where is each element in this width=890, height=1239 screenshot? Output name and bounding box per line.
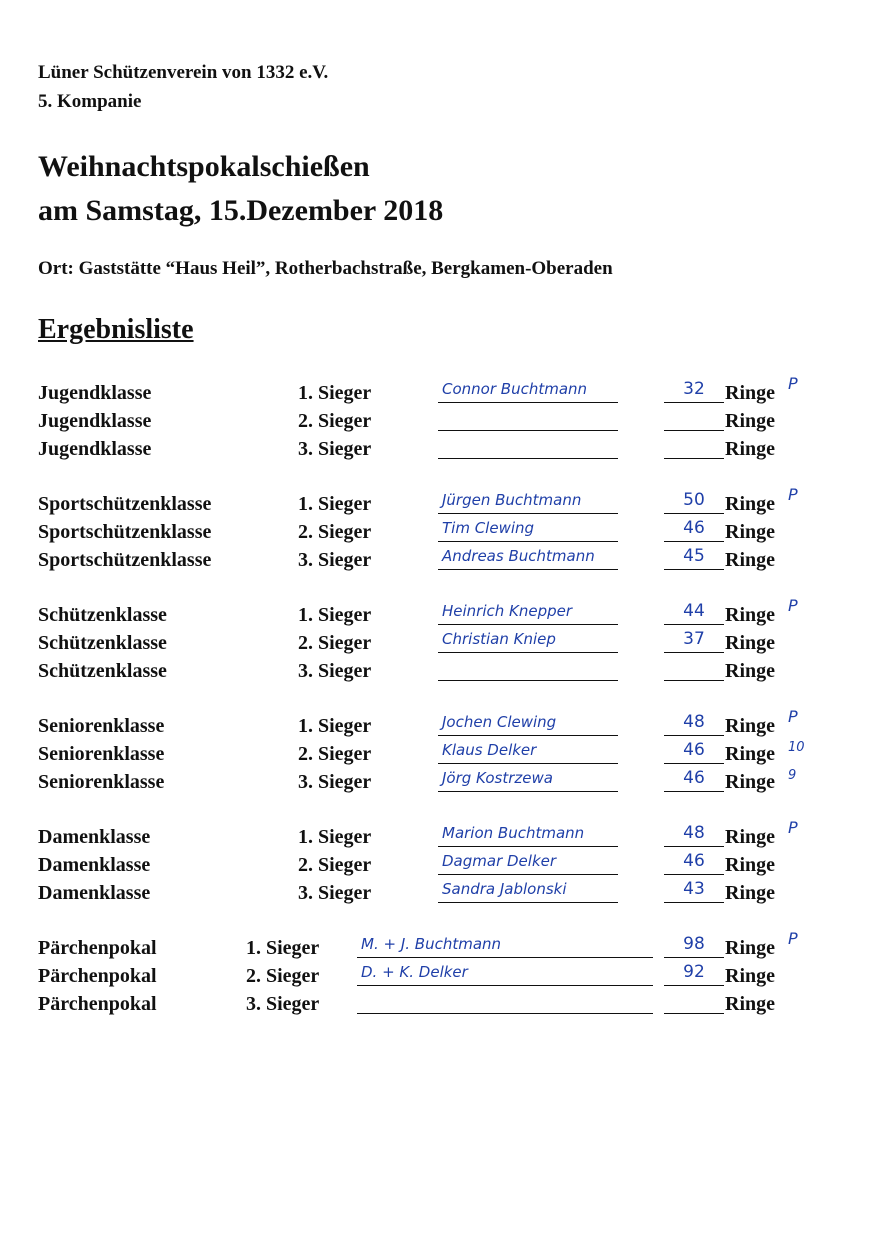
place-label: 2. Sieger [298, 410, 372, 432]
place-label: 1. Sieger [298, 604, 372, 626]
place-label: 1. Sieger [298, 715, 372, 737]
score-line [664, 458, 724, 459]
winner-name: Marion Buchtmann [442, 824, 585, 842]
table-row [0, 410, 890, 436]
table-row [0, 707, 890, 741]
unit-label: Ringe [725, 438, 775, 460]
score-line [664, 957, 724, 958]
class-label: Sportschützenklasse [38, 521, 212, 543]
score-line [664, 763, 724, 764]
table-row [0, 374, 890, 408]
score-value: 98 [683, 934, 705, 954]
name-line [438, 846, 618, 847]
score-line [664, 624, 724, 625]
unit-label: Ringe [725, 743, 775, 765]
winner-name: Klaus Delker [442, 741, 537, 759]
unit-label: Ringe [725, 493, 775, 515]
winner-name: Jörg Kostrzewa [442, 769, 553, 787]
winner-name: Connor Buchtmann [442, 380, 588, 398]
handwritten-mark: 9 [788, 768, 797, 783]
score-line [664, 846, 724, 847]
class-label: Jugendklasse [38, 410, 152, 432]
class-label: Sportschützenklasse [38, 549, 212, 571]
table-row [0, 596, 890, 630]
winner-name: D. + K. Delker [361, 963, 468, 981]
unit-label: Ringe [725, 660, 775, 682]
class-label: Sportschützenklasse [38, 493, 212, 515]
name-line [438, 402, 618, 403]
place-label: 3. Sieger [298, 882, 372, 904]
company-name: 5. Kompanie [38, 91, 142, 112]
table-row [0, 768, 890, 797]
class-label: Damenklasse [38, 826, 151, 848]
score-value: 50 [683, 490, 705, 510]
winner-name: Tim Clewing [442, 519, 535, 537]
place-label: 3. Sieger [246, 993, 320, 1015]
handwritten-mark: 10 [788, 740, 805, 755]
score-line [664, 652, 724, 653]
name-line [438, 763, 618, 764]
score-value: 37 [683, 629, 705, 649]
club-name: Lüner Schützenverein von 1332 e.V. [38, 62, 329, 83]
unit-label: Ringe [725, 604, 775, 626]
name-line [438, 902, 618, 903]
name-line [438, 735, 618, 736]
place-label: 1. Sieger [298, 826, 372, 848]
table-row [0, 818, 890, 852]
name-line [438, 458, 618, 459]
event-location: Ort: Gaststätte “Haus Heil”, Rotherbachstraße, Bergkamen-Oberaden [38, 258, 613, 279]
score-value: 46 [683, 740, 705, 760]
score-value: 92 [683, 962, 705, 982]
table-row [0, 993, 890, 1019]
name-line [438, 541, 618, 542]
score-value: 46 [683, 768, 705, 788]
handwritten-mark: P [788, 707, 798, 726]
score-line [664, 402, 724, 403]
score-line [664, 680, 724, 681]
name-line [438, 624, 618, 625]
table-row [0, 629, 890, 658]
score-value: 46 [683, 518, 705, 538]
score-value: 32 [683, 379, 705, 399]
place-label: 3. Sieger [298, 549, 372, 571]
winner-name: M. + J. Buchtmann [361, 935, 502, 953]
place-label: 1. Sieger [246, 937, 320, 959]
winner-name: Jürgen Buchtmann [442, 491, 582, 509]
place-label: 2. Sieger [298, 521, 372, 543]
class-label: Schützenklasse [38, 604, 167, 626]
class-label: Damenklasse [38, 854, 151, 876]
score-value: 43 [683, 879, 705, 899]
name-line [438, 791, 618, 792]
name-line [357, 1013, 653, 1014]
place-label: 2. Sieger [298, 854, 372, 876]
place-label: 1. Sieger [298, 382, 372, 404]
winner-name: Christian Kniep [442, 630, 556, 648]
name-line [438, 680, 618, 681]
winner-name: Andreas Buchtmann [442, 547, 595, 565]
name-line [438, 430, 618, 431]
score-line [664, 541, 724, 542]
place-label: 3. Sieger [298, 660, 372, 682]
class-label: Jugendklasse [38, 382, 152, 404]
place-label: 2. Sieger [298, 743, 372, 765]
unit-label: Ringe [725, 521, 775, 543]
score-value: 46 [683, 851, 705, 871]
event-date: am Samstag, 15.Dezember 2018 [38, 194, 444, 227]
table-row [0, 962, 890, 991]
name-line [357, 985, 653, 986]
place-label: 2. Sieger [298, 632, 372, 654]
class-label: Schützenklasse [38, 632, 167, 654]
class-label: Damenklasse [38, 882, 151, 904]
handwritten-mark: P [788, 596, 798, 615]
unit-label: Ringe [725, 632, 775, 654]
place-label: 2. Sieger [246, 965, 320, 987]
results-heading: Ergebnisliste [38, 314, 194, 345]
unit-label: Ringe [725, 826, 775, 848]
table-row [0, 546, 890, 575]
table-row [0, 929, 890, 963]
handwritten-mark: P [788, 818, 798, 837]
unit-label: Ringe [725, 937, 775, 959]
event-title: Weihnachtspokalschießen [38, 150, 370, 183]
score-line [664, 1013, 724, 1014]
place-label: 3. Sieger [298, 438, 372, 460]
unit-label: Ringe [725, 882, 775, 904]
winner-name: Jochen Clewing [442, 713, 557, 731]
unit-label: Ringe [725, 993, 775, 1015]
name-line [438, 513, 618, 514]
score-line [664, 791, 724, 792]
class-label: Schützenklasse [38, 660, 167, 682]
unit-label: Ringe [725, 854, 775, 876]
table-row [0, 485, 890, 519]
score-line [664, 430, 724, 431]
unit-label: Ringe [725, 965, 775, 987]
winner-name: Dagmar Delker [442, 852, 557, 870]
class-label: Seniorenklasse [38, 715, 165, 737]
class-label: Pärchenpokal [38, 965, 157, 987]
name-line [438, 569, 618, 570]
handwritten-mark: P [788, 929, 798, 948]
class-label: Pärchenpokal [38, 937, 157, 959]
handwritten-mark: P [788, 374, 798, 393]
table-row [0, 438, 890, 464]
handwritten-mark: P [788, 485, 798, 504]
score-line [664, 569, 724, 570]
score-line [664, 902, 724, 903]
score-value: 48 [683, 823, 705, 843]
name-line [357, 957, 653, 958]
table-row [0, 740, 890, 769]
score-line [664, 735, 724, 736]
table-row [0, 879, 890, 908]
unit-label: Ringe [725, 771, 775, 793]
unit-label: Ringe [725, 549, 775, 571]
name-line [438, 652, 618, 653]
place-label: 1. Sieger [298, 493, 372, 515]
score-value: 45 [683, 546, 705, 566]
class-label: Pärchenpokal [38, 993, 157, 1015]
winner-name: Heinrich Knepper [442, 602, 573, 620]
score-line [664, 985, 724, 986]
score-value: 48 [683, 712, 705, 732]
unit-label: Ringe [725, 382, 775, 404]
class-label: Seniorenklasse [38, 743, 165, 765]
unit-label: Ringe [725, 410, 775, 432]
table-row [0, 851, 890, 880]
winner-name: Sandra Jablonski [442, 880, 567, 898]
place-label: 3. Sieger [298, 771, 372, 793]
table-row [0, 518, 890, 547]
score-value: 44 [683, 601, 705, 621]
class-label: Jugendklasse [38, 438, 152, 460]
score-line [664, 874, 724, 875]
name-line [438, 874, 618, 875]
unit-label: Ringe [725, 715, 775, 737]
class-label: Seniorenklasse [38, 771, 165, 793]
table-row [0, 660, 890, 686]
score-line [664, 513, 724, 514]
